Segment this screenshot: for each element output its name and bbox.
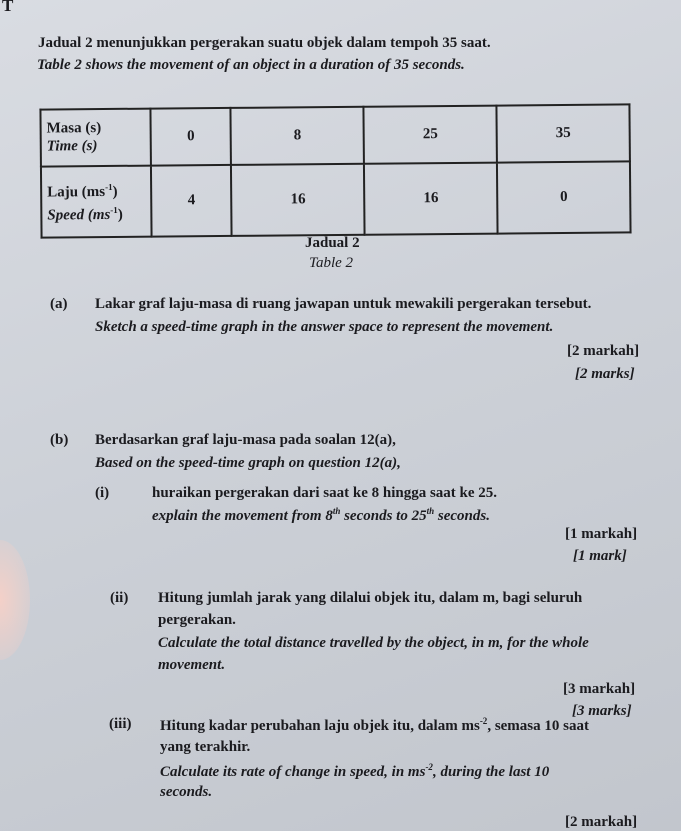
light-glare bbox=[0, 540, 30, 660]
table-row-time bbox=[40, 104, 629, 166]
label-en: Time (s) bbox=[46, 138, 98, 155]
table-caption-ms: Jadual 2 bbox=[305, 235, 360, 251]
text: Hitung kadar perubahan laju objek itu, dalam ms bbox=[160, 718, 480, 734]
table-caption-en: Table 2 bbox=[309, 255, 354, 271]
qa-marks-ms: [2 markah] bbox=[567, 343, 640, 359]
qb1-ms: huraikan pergerakan dari saat ke 8 hingga saat ke 25. bbox=[152, 485, 498, 501]
table-row-speed bbox=[41, 161, 631, 237]
speed-cell: 16 bbox=[231, 164, 364, 236]
qb1-marks-en: [1 mark] bbox=[573, 548, 627, 564]
time-cell: 35 bbox=[497, 104, 630, 162]
speed-cell: 4 bbox=[151, 165, 232, 237]
qb3-ms1 bbox=[160, 716, 589, 735]
qa-ms: Lakar graf laju-masa di ruang jawapan untuk mewakili pergerakan tersebut. bbox=[95, 296, 592, 312]
intro-en: Table 2 shows the movement of an object in a duration of 35 seconds. bbox=[37, 57, 465, 73]
time-cell: 0 bbox=[150, 108, 231, 166]
data-table bbox=[39, 103, 631, 238]
text: Calculate its rate of change in speed, in ms bbox=[160, 764, 426, 780]
exp: -1 bbox=[110, 205, 118, 216]
qb2-marks-en: [3 marks] bbox=[572, 703, 632, 719]
time-label bbox=[40, 109, 150, 167]
speed-label bbox=[41, 165, 152, 237]
qb2-en2: movement. bbox=[158, 657, 226, 673]
time-cell: 25 bbox=[364, 106, 497, 164]
qb1-marks-ms: [1 markah] bbox=[565, 526, 638, 542]
speed-cell: 16 bbox=[364, 162, 497, 234]
qb2-ms2: pergerakan. bbox=[158, 612, 236, 628]
qb3-en2: seconds. bbox=[160, 784, 213, 800]
qb2-en1: Calculate the total distance travelled by the object, in m, for the whole bbox=[158, 635, 589, 651]
qb-ms: Berdasarkan graf laju-masa pada soalan 12(a), bbox=[95, 432, 396, 448]
corner-mark: T bbox=[2, 0, 14, 15]
qa-en: Sketch a speed-time graph in the answer space to represent the movement. bbox=[95, 319, 554, 335]
time-cell: 8 bbox=[231, 107, 364, 165]
qb-en: Based on the speed-time graph on question 12(a), bbox=[95, 455, 401, 471]
qb2-marks-ms: [3 markah] bbox=[563, 681, 636, 697]
speed-cell: 0 bbox=[497, 161, 630, 233]
text: seconds to 25 bbox=[340, 508, 427, 524]
qb2-ms1: Hitung jumlah jarak yang dilalui objek itu, dalam m, bagi seluruh bbox=[158, 590, 583, 606]
text: , semasa 10 saat bbox=[487, 718, 589, 734]
qb2-label: (ii) bbox=[110, 590, 129, 606]
label-en: Speed (ms bbox=[47, 207, 111, 224]
label-ms: Laju (ms bbox=[47, 184, 106, 201]
sup: th bbox=[332, 506, 341, 516]
qb3-ms2: yang terakhir. bbox=[160, 739, 251, 755]
intro-ms: Jadual 2 menunjukkan pergerakan suatu objek dalam tempoh 35 saat. bbox=[38, 35, 491, 51]
exp: -2 bbox=[479, 716, 488, 726]
qb-label: (b) bbox=[50, 432, 69, 448]
exp: -1 bbox=[105, 182, 113, 193]
qb3-en1 bbox=[160, 762, 549, 781]
qa-label: (a) bbox=[50, 296, 68, 312]
qa-marks-en: [2 marks] bbox=[575, 366, 635, 382]
sup: th bbox=[426, 506, 435, 516]
paren: ) bbox=[112, 184, 118, 201]
text: explain the movement from 8 bbox=[152, 508, 333, 524]
qb1-en bbox=[152, 506, 490, 525]
label-ms: Masa (s) bbox=[46, 120, 102, 137]
exp: -2 bbox=[425, 762, 433, 772]
text: seconds. bbox=[434, 508, 490, 524]
paren: ) bbox=[117, 207, 123, 224]
text: , during the last 10 bbox=[432, 764, 550, 780]
qb1-label: (i) bbox=[95, 485, 110, 501]
qb3-marks-ms: [2 markah] bbox=[565, 814, 638, 830]
qb3-label: (iii) bbox=[109, 716, 132, 732]
